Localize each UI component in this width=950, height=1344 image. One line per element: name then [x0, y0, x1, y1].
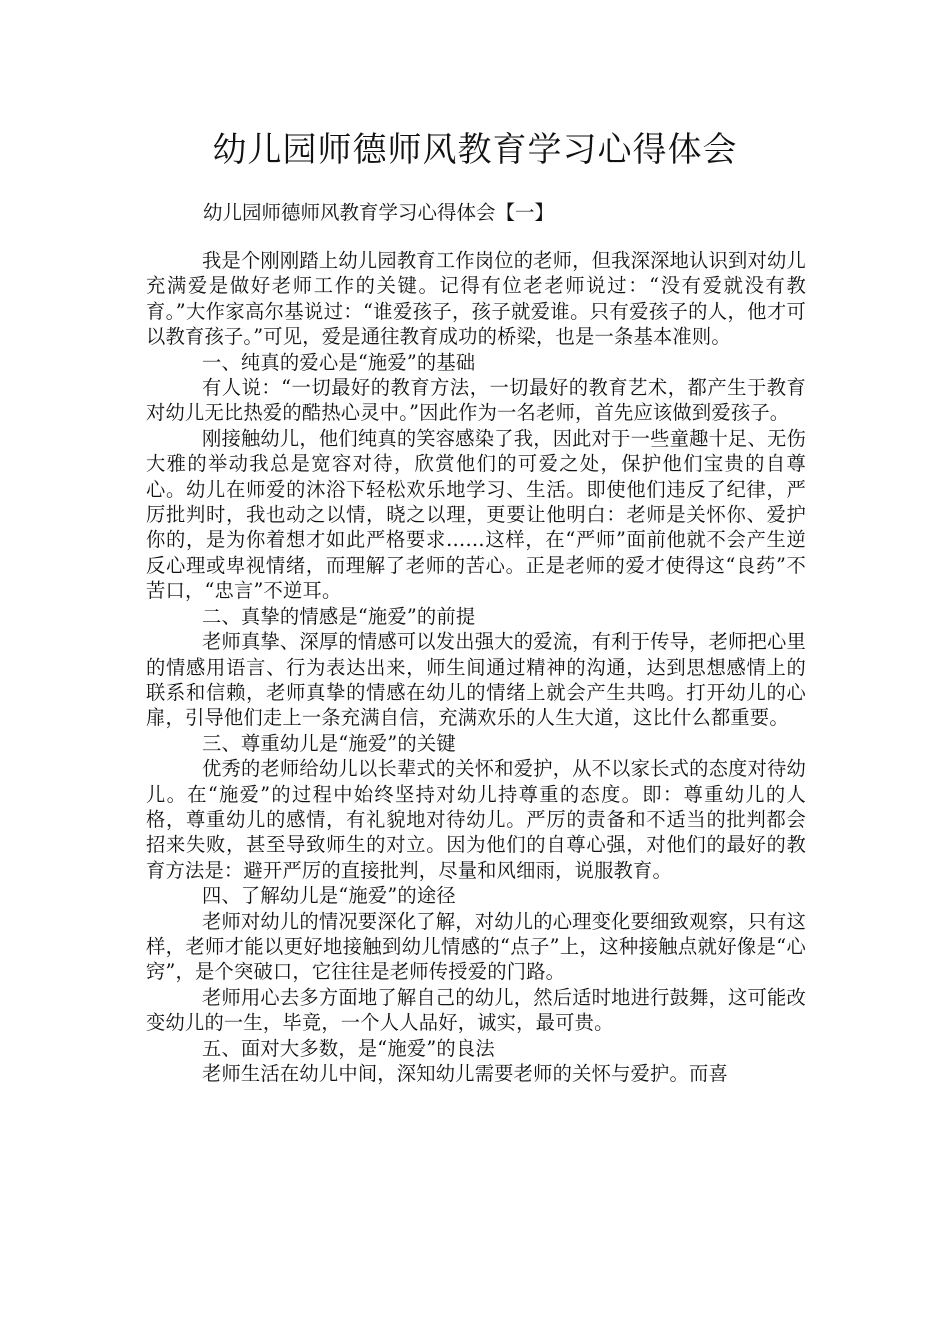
- paragraph: 老师生活在幼儿中间，深知幼儿需要老师的关怀与爱护。而喜: [201, 1062, 728, 1085]
- paragraph: 有人说：“一切最好的教育方法，一切最好的教育艺术，都产生于教育对幼儿无比热爱的酷热心灵中。”因此作为一名老师，首先应该做到爱孩子。: [146, 376, 806, 425]
- paragraph: 老师用心去多方面地了解自己的幼儿，然后适时地进行鼓舞，这可能改变幼儿的一生，毕竟，一个人人品好，诚实，最可贵。: [146, 985, 806, 1035]
- document-subtitle: 幼儿园师德师风教育学习心得体会【一】: [203, 201, 555, 224]
- section-heading-5: 五、面对大多数，是“施爱”的良法: [201, 1036, 495, 1060]
- paragraph: 优秀的老师给幼儿以长辈式的关怀和爱护，从不以家长式的态度对待幼儿。在“施爱”的过程中始终坚持对幼儿持尊重的态度。即：尊重幼儿的人格，尊重幼儿的感情，有礼貌地对待幼儿。严厉的责备和不适当的批判都会招来失败，甚至导致师生的对立。因为他们的自尊心强，对他们的最好的教育方法是：避开严厉的直接批判，尽量和风细雨，说服教育。: [146, 757, 806, 882]
- paragraph: 老师对幼儿的情况要深化了解，对幼儿的心理变化要细致观察，只有这样，老师才能以更好地接触到幼儿情感的“点子”上，这种接触点就好像是“心窍”，是个突破口，它往往是老师传授爱的门路。: [146, 909, 806, 984]
- paragraph-intro: 我是个刚刚踏上幼儿园教育工作岗位的老师，但我深深地认识到对幼儿充满爱是做好老师工作的关键。记得有位老老师说过：“没有爱就没有教育。”大作家高尔基说过：“谁爱孩子，孩子就爱谁。只有爱孩子的人，他才可以教育孩子。”可见，爱是通往教育成功的桥梁，也是一条基本准则。: [146, 249, 806, 349]
- section-heading-1: 一、纯真的爱心是“施爱”的基础: [201, 350, 476, 374]
- paragraph: 老师真挚、深厚的情感可以发出强大的爱流，有利于传导，老师把心里的情感用语言、行为表达出来，师生间通过精神的沟通，达到思想感情上的联系和信赖，老师真挚的情感在幼儿的情绪上就会产生共鸣。打开幼儿的心扉，引导他们走上一条充满自信，充满欢乐的人生大道，这比什么都重要。: [146, 630, 806, 730]
- section-heading-2: 二、真挚的情感是“施爱”的前提: [201, 604, 476, 628]
- document-body: [146, 248, 806, 1086]
- section-heading-3: 三、尊重幼儿是“施爱”的关键: [201, 731, 456, 755]
- section-heading-4: 四、了解幼儿是“施爱”的途径: [201, 884, 456, 908]
- document-title: 幼儿园师德师风教育学习心得体会: [212, 130, 738, 170]
- paragraph: 刚接触幼儿，他们纯真的笑容感染了我，因此对于一些童趣十足、无伤大雅的举动我总是宽容对待，欣赏他们的可爱之处，保护他们宝贵的自尊心。幼儿在师爱的沐浴下轻松欢乐地学习、生活。即使他们违反了纪律，严厉批判时，我也动之以情，晓之以理，更要让他明白：老师是关怀你、爱护你的，是为你着想才如此严格要求……这样，在“严师”面前他就不会产生逆反心理或卑视情绪，而理解了老师的苦心。正是老师的爱才使得这“良药”不苦口，“忠言”不逆耳。: [146, 426, 806, 603]
